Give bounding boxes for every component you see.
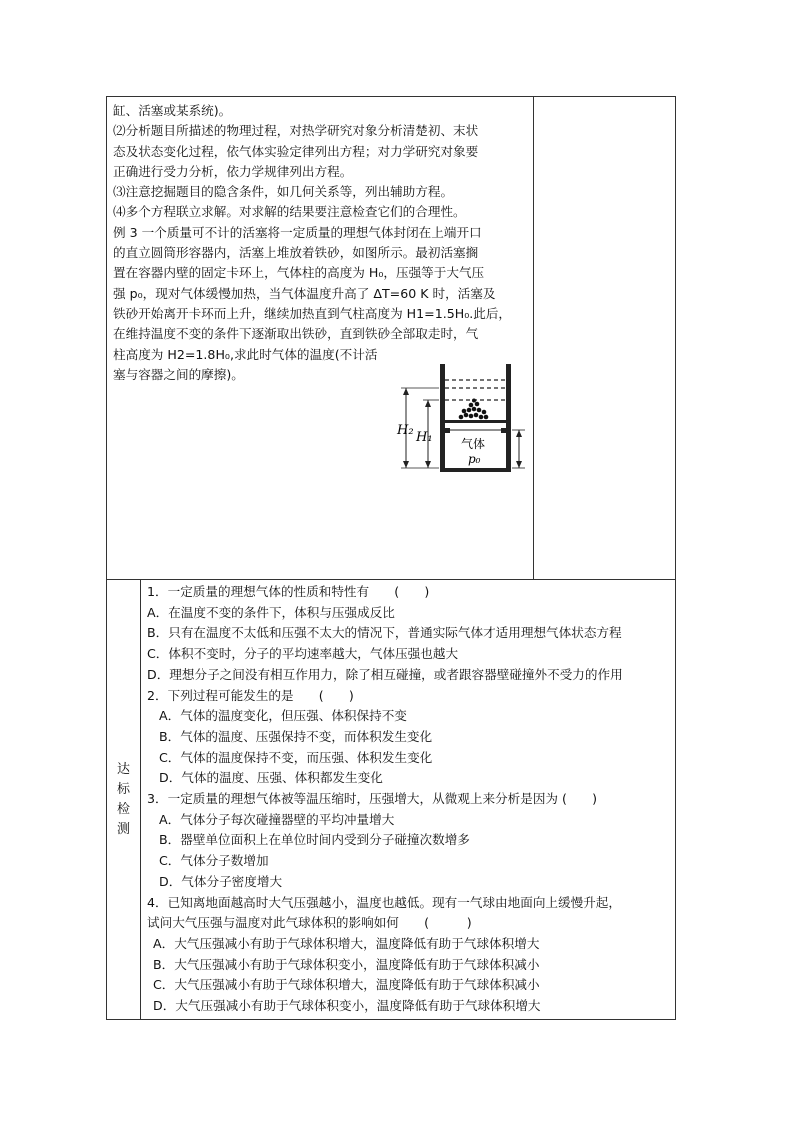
- explanation-row: [107, 97, 676, 580]
- text-line: 态及状态变化过程，依气体实验定律列出方程；对力学研究对象要: [113, 143, 479, 159]
- option: C．体积不变时，分子的平均速率越大，气体压强也越大: [147, 646, 459, 662]
- question-1: 1．一定质量的理想气体的性质和特性有 ( ): [147, 584, 430, 599]
- label-p0: p₀: [468, 452, 481, 466]
- label-char: 检: [116, 801, 130, 817]
- question-2: 2．下列过程可能发生的是 ( ): [147, 687, 354, 703]
- text-line: 缸、活塞或某系统)。: [113, 103, 232, 118]
- text-line: ⑷多个方程联立求解。对求解的结果要注意检查它们的合理性。: [113, 204, 466, 220]
- right-stop: [501, 428, 506, 433]
- option: A．在温度不变的条件下，体积与压强成反比: [147, 604, 395, 620]
- text-line: ⑵分析题目所描述的物理过程，对热学研究对象分析清楚初、末状: [113, 123, 479, 139]
- option: D．气体的温度、压强、体积都发生变化: [159, 770, 383, 786]
- label-char: 测: [116, 821, 130, 837]
- question-4-cont: 试问大气压强与温度对此气球体积的影响如何 ( ): [147, 915, 472, 931]
- question-4: 4．已知离地面越高时大气压强越小，温度也越低。现有一气球由地面向上缓慢升起，: [147, 894, 621, 910]
- example-line: 的直立圆筒形容器内，活塞上堆放着铁砂，如图所示。最初活塞搁: [113, 245, 479, 261]
- option: D．气体分子密度增大: [159, 873, 283, 889]
- left-wall: [440, 364, 445, 472]
- label-h2: H₂: [397, 423, 414, 438]
- option: B．器壁单位面积上在单位时间内受到分子碰撞次数增多: [159, 832, 470, 848]
- option: B．气体的温度、压强保持不变，而体积发生变化: [159, 728, 433, 744]
- example-line: 例 3 一个质量可不计的活塞将一定质量的理想气体封闭在上端开口: [113, 224, 482, 240]
- h1-arrow-up: [425, 400, 431, 407]
- option: A．气体的温度变化，但压强、体积保持不变: [159, 708, 407, 724]
- option: B．大气压强减小有助于气球体积变小，温度降低有助于气球体积减小: [153, 956, 540, 972]
- option: C．气体分子数增加: [159, 853, 269, 869]
- cylinder-diagram: [399, 364, 529, 476]
- example-line: 在维持温度不变的条件下逐渐取出铁砂，直到铁砂全部取走时，气: [113, 326, 479, 342]
- option: D．大气压强减小有助于气球体积变小，温度降低有助于气球体积增大: [153, 998, 541, 1014]
- example-line: 塞与容器之间的摩擦)。: [113, 366, 244, 382]
- question-3: 3．一定质量的理想气体被等温压缩时，压强增大，从微观上来分析是因为 ( ): [147, 791, 598, 807]
- worksheet: [106, 96, 675, 1013]
- option: C．气体的温度保持不变，而压强、体积发生变化: [159, 749, 433, 765]
- questions-cell: [141, 580, 676, 1020]
- piston: [445, 420, 506, 423]
- left-stop: [445, 428, 450, 433]
- iron-sand-pile: [459, 399, 489, 420]
- worksheet-table: [106, 96, 676, 1020]
- example-line: 置在容器内壁的固定卡环上，气体柱的高度为 H₀，压强等于大气压: [113, 265, 485, 281]
- label-char: 达: [116, 761, 130, 777]
- h2-arrow-up: [403, 388, 409, 395]
- option: C．大气压强减小有助于气球体积增大，温度降低有助于气球体积减小: [153, 977, 540, 993]
- h0-arrow-down: [516, 461, 522, 468]
- label-char: 标: [116, 781, 130, 797]
- h2-arrow-down: [403, 461, 409, 468]
- text-line: 正确进行受力分析，依力学规律列出方程。: [113, 163, 353, 179]
- option: A．气体分子每次碰撞器壁的平均冲量增大: [159, 811, 395, 827]
- option: D．理想分子之间没有相互作用力，除了相互碰撞，或者跟容器壁碰撞外不受力的作用: [147, 666, 623, 682]
- label-h1: H₁: [416, 430, 433, 445]
- example-line: 强 p₀，现对气体缓慢加热，当气体温度升高了 ΔT=60 K 时，活塞及: [113, 285, 496, 301]
- example-line: 柱高度为 H2=1.8H₀,求此时气体的温度(不计活: [113, 346, 378, 362]
- h0-arrow-up: [516, 430, 522, 437]
- explanation-cell: [107, 97, 534, 580]
- option: B．只有在温度不太低和压强不太大的情况下，普通实际气体才适用理想气体状态方程: [147, 625, 622, 641]
- right-wall: [506, 364, 511, 472]
- assessment-label: [107, 580, 141, 1020]
- option: A．大气压强减小有助于气球体积增大，温度降低有助于气球体积增大: [153, 935, 540, 951]
- h1-arrow-down: [425, 461, 431, 468]
- text-line: ⑶注意挖掘题目的隐含条件，如几何关系等，列出辅助方程。: [113, 184, 454, 200]
- example-line: 铁砂开始离开卡环而上升，继续加热直到气柱高度为 H1=1.5H₀.此后，: [113, 305, 512, 321]
- notes-cell: [534, 97, 676, 580]
- label-gas: 气体: [461, 437, 486, 451]
- assessment-row: [107, 580, 676, 1020]
- container-bottom: [440, 468, 511, 472]
